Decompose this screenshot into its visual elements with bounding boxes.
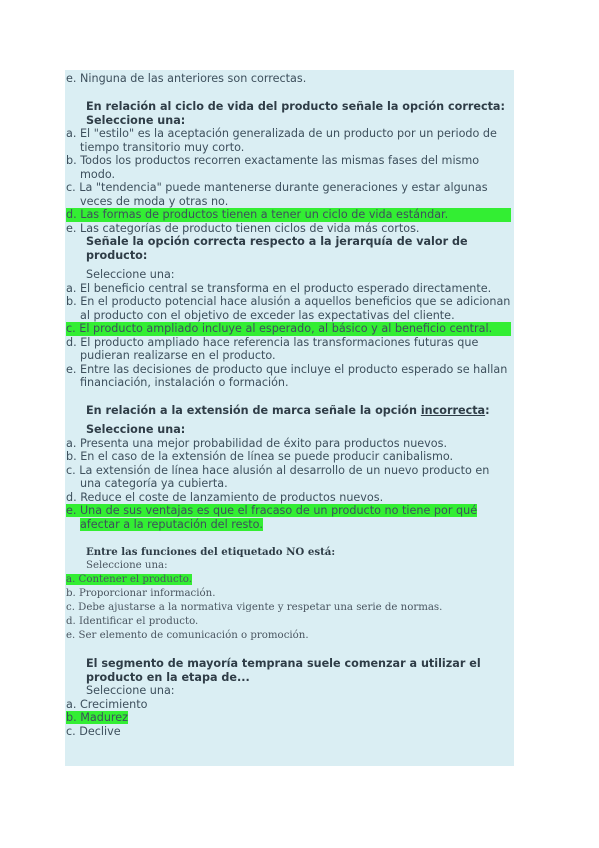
q1-option-e[interactable]: e. Las categorías de producto tienen ciclos de vida más cortos. — [66, 221, 420, 235]
q1-option-c[interactable]: c. La "tendencia" puede mantenerse durante generaciones y estar algunas veces de moda y otras no. — [66, 181, 488, 208]
q5-option-b-selected[interactable]: b. Madurez — [66, 711, 129, 724]
q1-option-d-selected[interactable]: d. Las formas de productos tienen a tener un ciclo de vida estándar. — [66, 208, 511, 222]
question-3-select: Seleccione una: — [86, 423, 186, 436]
q3-option-e-selected[interactable]: e. Una de sus ventajas es que el fracaso de un producto no tiene por qué afectar a la reputación del resto. — [66, 504, 478, 531]
question-2-title: Señale la opción correcta respecto a la jerarquía de valor de producto: — [86, 235, 468, 262]
q4-option-a-selected[interactable]: a. Contener el producto. — [66, 574, 192, 585]
q2-option-e[interactable]: e. Entre las decisiones de producto que incluye el producto esperado se hallan financiación, instalación o formación. — [66, 362, 508, 389]
q4-option-c[interactable]: c. Debe ajustarse a la normativa vigente y respetar una serie de normas. — [66, 602, 443, 613]
q5-option-a[interactable]: a. Crecimiento — [66, 697, 148, 711]
quiz-content — [66, 72, 511, 738]
question-1-select: Seleccione una: — [86, 113, 186, 127]
q2-option-c-selected[interactable]: c. El producto ampliado incluye al esperado, al básico y al beneficio central. — [66, 322, 511, 336]
q4-option-b[interactable]: b. Proporcionar información. — [66, 588, 216, 599]
q2-option-d[interactable]: d. El producto ampliado hace referencia las transformaciones futuras que pudieran realizarse en el producto. — [66, 335, 479, 362]
question-2-select: Seleccione una: — [86, 268, 175, 281]
question-5-select: Seleccione una: — [86, 684, 175, 697]
q2-option-a[interactable]: a. El beneficio central se transforma en el producto esperado directamente. — [66, 281, 492, 295]
question-3-title: En relación a la extensión de marca señale la opción incorrecta: — [86, 403, 490, 417]
question-4-select: Seleccione una: — [86, 560, 168, 571]
question-4-title: Entre las funciones del etiquetado NO está: — [86, 546, 336, 558]
question-1-title: En relación al ciclo de vida del producto señale la opción correcta: — [86, 100, 505, 113]
q3-option-d[interactable]: d. Reduce el coste de lanzamiento de productos nuevos. — [66, 490, 384, 504]
q3-option-c[interactable]: c. La extensión de línea hace alusión al desarrollo de un nuevo producto en una categoría ya cubierta. — [66, 463, 490, 490]
question-5-title: El segmento de mayoría temprana suele comenzar a utilizar el producto en la etapa de... — [86, 657, 481, 684]
q3-option-b[interactable]: b. En el caso de la extensión de línea se puede producir canibalismo. — [66, 450, 454, 463]
q2-option-b[interactable]: b. En el producto potencial hace alusión a aquellos beneficios que se adicionan al producto con el objetivo de exceder las expectativas del cliente. — [66, 295, 511, 322]
option-e-prev: e. Ninguna de las anteriores son correctas. — [66, 72, 307, 85]
q4-option-e[interactable]: e. Ser elemento de comunicación o promoción. — [66, 630, 309, 641]
q1-option-a[interactable]: a. El "estilo" es la aceptación generalizada de un producto por un periodo de tiempo transitorio muy corto. — [66, 127, 497, 154]
q1-option-b[interactable]: b. Todos los productos recorren exactamente las mismas fases del mismo modo. — [66, 154, 480, 181]
q3-option-a[interactable]: a. Presenta una mejor probabilidad de éxito para productos nuevos. — [66, 436, 448, 450]
q4-option-d[interactable]: d. Identificar el producto. — [66, 616, 199, 627]
q5-option-c[interactable]: c. Declive — [66, 724, 121, 738]
